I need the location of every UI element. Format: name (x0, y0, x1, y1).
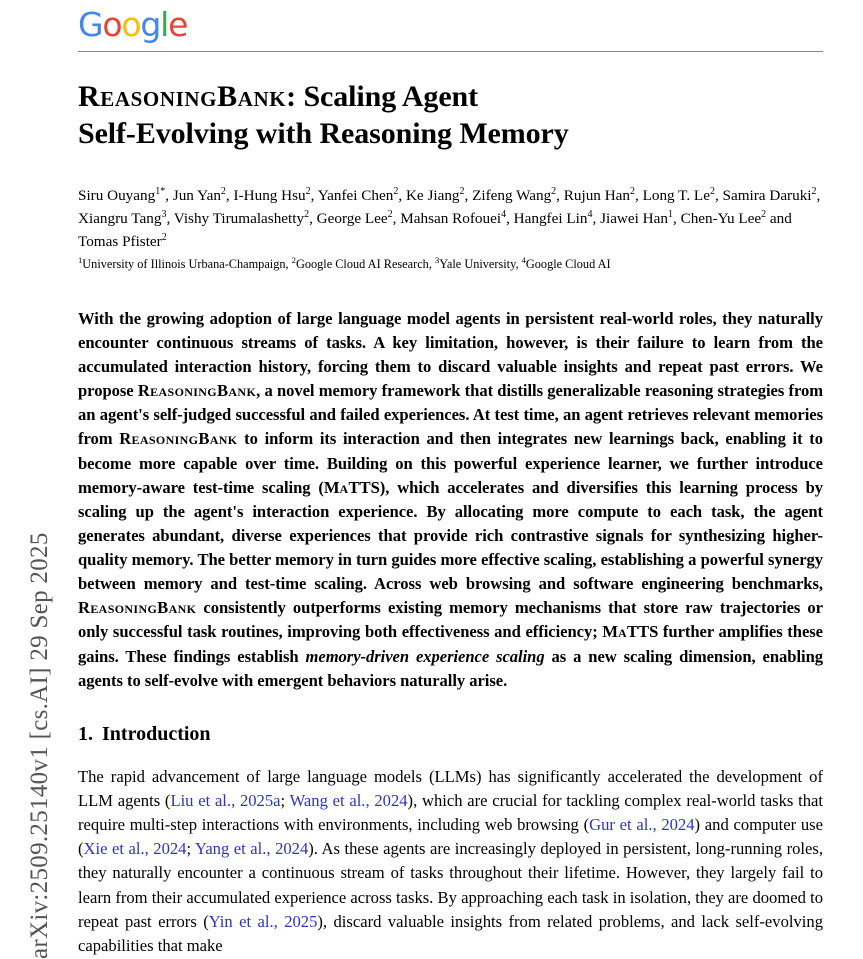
author-item (318, 187, 399, 204)
citation-link[interactable]: Wang et al., 2024 (289, 791, 408, 811)
author-affil-marker: 2 (220, 185, 226, 197)
body-text: The rapid advancement of large language models (LLMs) has significantly accelerated the development of LLM agents ( (78, 766, 823, 811)
author-affil-marker: 2 (709, 185, 715, 197)
affiliation-marker: 4 (521, 254, 526, 265)
author-item (78, 187, 165, 204)
affiliation-text: Google Cloud AI Research (295, 257, 429, 272)
affiliation-marker: 1 (78, 254, 83, 265)
author-item (174, 210, 309, 227)
author-name: Mahsan Rofouei (400, 209, 502, 227)
affiliation-marker: 3 (434, 254, 440, 265)
author-name: George Lee (316, 209, 388, 227)
body-text: ). As these agents are increasingly deployed in persistent, long-running roles, they naturally encounter a continuous stream of tasks throughout their lifetime. However, they largely fail to learn from their accumulated experience across tasks. By approaching each task in isolation, they are doomed to repeat past errors ( (78, 839, 823, 931)
author-name: Vishy Tirumalashetty (173, 209, 305, 227)
author-affil-marker: 4 (587, 208, 593, 220)
abstract-matts-M: M (323, 477, 340, 497)
author-name: Rujun Han (563, 186, 630, 204)
author-name: Jun Yan (172, 186, 221, 204)
citation-link[interactable]: Gur et al., 2024 (589, 815, 695, 835)
paper-page (78, 0, 824, 955)
author-affil-marker: 4 (501, 208, 507, 220)
abstract-text: With the growing adoption of large language model agents in persistent real-world roles, they naturally encounter continuous streams of tasks. A key limitation, however, is their failure to learn from the accumulated interaction history, forcing them to discard valuable insights and repeat past errors. We propose (78, 308, 823, 401)
abstract-system-name: ReasoningBank (78, 598, 197, 618)
affiliation-text: Google Cloud AI (525, 257, 611, 272)
affiliation-list: $^1$University of Illinois Urbana-Champaign, $^2$Google Cloud AI Research, $^3$Yale University, $^4$Google Cloud AI (78, 254, 611, 272)
google-logo-letter-o2: o (121, 5, 141, 44)
google-logo-letter-g2: g (140, 5, 161, 44)
author-affil-marker: 2 (630, 185, 635, 197)
abstract-emphasis: memory-driven experience scaling (305, 646, 545, 666)
abstract-text: to inform its interaction and then integrates new learnings back, enabling it to become more capable over time. Building on this powerful experience learner, we further introduce memory-aware test-time scaling ( (78, 429, 823, 497)
body-text: ), which are crucial for tackling complex real-world tasks that require multi-step interactions with environments, including web browsing ( (78, 791, 823, 835)
author-affil-marker: 2 (551, 185, 557, 197)
abstract-matts-M: M (602, 622, 618, 642)
author-affil-marker: 2 (811, 185, 817, 197)
citation-link[interactable]: Yin et al., 2025 (208, 911, 318, 931)
body-text: ) and computer use ( (78, 815, 824, 859)
arxiv-stamp-text: arXiv:2509.25140v1 [cs.AI] 29 Sep 2025 (26, 532, 53, 959)
author-item (234, 187, 311, 204)
author-affil-marker: 2 (459, 185, 465, 197)
author-name: Long T. Le (642, 186, 710, 204)
google-logo-letter-e: e (168, 5, 188, 44)
author-item (78, 210, 166, 227)
author-item (317, 210, 393, 227)
page-title (78, 79, 823, 153)
affiliation-text: Yale University (439, 257, 516, 272)
author-conjunction: and (769, 209, 792, 227)
abstract-matts-a: a (618, 622, 628, 642)
paper-header (78, 0, 823, 52)
author-list: Siru Ouyang$^{1*}$, Jun Yan$^2$, I-Hung Hsu$^2$, Yanfei Chen$^2$, Ke Jiang$^2$, Zifeng Wang$^2$, Rujun Han$^2$, Long T. Le$^2$, Samira Daruki$^2$, Xiangru Tang$^3$, Vishy Tirumalashetty$^2$, George Lee$^2$, Mahsan Rofouei$^4$, Hangfei Lin$^4$, Jiawei Han$^1$, Chen-Yu Lee$^2$ and Tomas Pfister$^2$ (78, 185, 821, 250)
abstract-text: consistently outperforms existing memory mechanisms that store raw trajectories or only successful task routines, improving both effectiveness and efficiency; (78, 598, 823, 642)
arxiv-stamp (0, 0, 62, 959)
author-item (643, 187, 715, 204)
author-item (564, 187, 635, 204)
header-divider (78, 51, 823, 52)
abstract-text: , a novel memory framework that distills generalizable reasoning strategies from an agent's self-judged successful and failed experiences. At test time, an agent retrieves relevant memories from (78, 381, 823, 449)
google-logo (78, 5, 188, 44)
author-name: Yanfei Chen (317, 186, 394, 204)
affiliation-text: University of Illinois Urbana-Champaign (82, 257, 286, 272)
author-name: Samira Daruki (722, 186, 812, 204)
author-item (78, 233, 167, 250)
author-affil-marker: 2 (304, 208, 310, 220)
abstract-system-name: ReasoningBank (137, 381, 257, 401)
title-rest-line1: : Scaling Agent (286, 80, 479, 113)
author-affil-marker: 1* (155, 185, 166, 197)
author-affil-marker: 1 (667, 208, 673, 220)
author-name: Jiawei Han (600, 209, 668, 227)
abstract-matts-a: a (339, 477, 349, 497)
section-title: Introduction (102, 722, 211, 745)
abstract-text: as a new scaling dimension, enabling agents to self-evolve with emergent behaviors naturally arise. (78, 646, 823, 690)
author-item (681, 210, 767, 227)
author-affil-marker: 2 (393, 185, 399, 197)
author-item (600, 210, 673, 227)
body-text: ), discard valuable insights from related problems, and lack self-evolving capabilities that make (78, 911, 823, 955)
author-name: Tomas Pfister (78, 232, 162, 250)
abstract-system-name: ReasoningBank (119, 429, 238, 449)
author-name: Zifeng Wang (472, 186, 552, 204)
abstract-text: further amplifies these gains. These findings establish (78, 622, 823, 666)
introduction-paragraph (78, 765, 823, 958)
google-logo-letter-o1: o (102, 5, 122, 44)
author-name: Siru Ouyang (78, 186, 156, 204)
author-name: Chen-Yu Lee (680, 209, 762, 227)
author-affil-marker: 2 (387, 208, 393, 220)
author-affil-marker: 2 (161, 231, 167, 243)
abstract (78, 307, 823, 693)
author-affil-marker: 3 (161, 208, 167, 220)
author-affil-marker: 2 (761, 208, 767, 220)
abstract-matts-TTS: TTS (627, 622, 659, 642)
abstract-text: ), which accelerates and diversifies this learning process by scaling up the agent's interaction experience. By allocating more compute to each task, the agent generates abundant, diverse experiences that provide rich contrastive signals for synthesizing higher-quality memory. The better memory in turn guides more effective scaling, establishing a powerful synergy between memory and test-time scaling. Across web browsing and software engineering benchmarks, (78, 477, 823, 594)
body-text: ; (186, 839, 195, 859)
citation-link[interactable]: Xie et al., 2024 (83, 839, 187, 859)
author-item (723, 187, 817, 204)
section-number: 1. (78, 722, 93, 745)
author-name: I-Hung Hsu (233, 186, 306, 204)
affiliation-marker: 2 (291, 254, 296, 265)
google-logo-letter-l: l (160, 5, 169, 44)
author-name: Xiangru Tang (78, 209, 162, 227)
author-item (173, 187, 226, 204)
author-affil-marker: 2 (305, 185, 311, 197)
author-item (472, 187, 556, 204)
author-item (400, 210, 506, 227)
title-system-name: ReasoningBank (78, 80, 287, 113)
author-item (406, 187, 465, 204)
section-heading-introduction (78, 723, 823, 746)
author-item (514, 210, 593, 227)
author-name: Ke Jiang (405, 186, 460, 204)
citation-link[interactable]: Yang et al., 2024 (195, 839, 309, 859)
author-name: Hangfei Lin (513, 209, 588, 227)
google-logo-letter-g1: G (78, 5, 103, 44)
body-text: ; (280, 791, 290, 811)
citation-link[interactable]: Liu et al., 2025a (170, 791, 281, 811)
abstract-matts-TTS: TTS (348, 477, 380, 497)
title-line2: Self-Evolving with Reasoning Memory (78, 116, 569, 150)
